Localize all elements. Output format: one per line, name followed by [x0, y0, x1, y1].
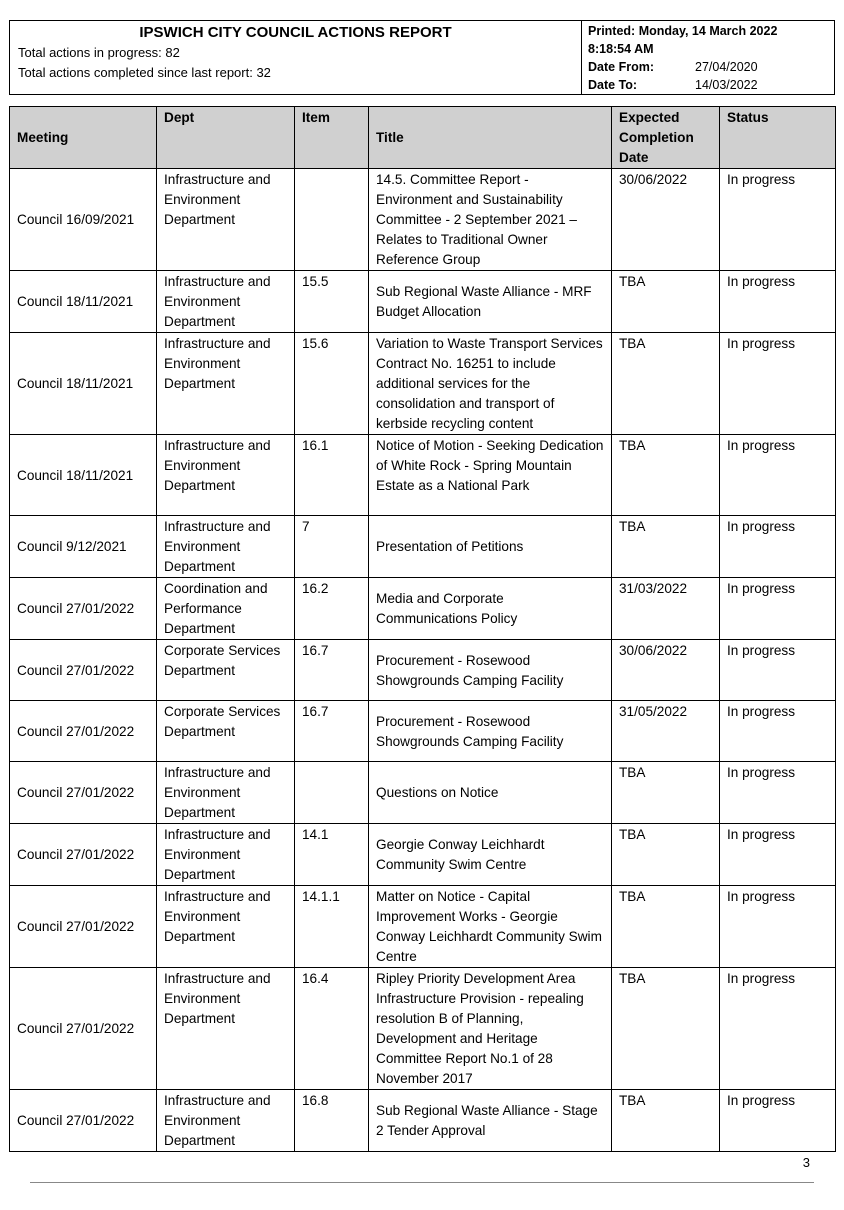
- cell-meeting: Council 27/01/2022: [10, 640, 157, 701]
- cell-meeting: Council 27/01/2022: [10, 886, 157, 968]
- cell-dept: Infrastructure and Environment Department: [157, 824, 295, 886]
- cell-dept: Infrastructure and Environment Department: [157, 169, 295, 271]
- table-row: [10, 333, 836, 435]
- cell-status: In progress: [720, 169, 836, 271]
- cell-title: Procurement - Rosewood Showgrounds Camping Facility: [369, 701, 612, 762]
- cell-meeting: Council 27/01/2022: [10, 762, 157, 824]
- cell-meeting: Council 18/11/2021: [10, 271, 157, 333]
- col-header-title: Title: [369, 107, 612, 169]
- cell-dept: Infrastructure and Environment Department: [157, 435, 295, 516]
- cell-meeting: Council 27/01/2022: [10, 824, 157, 886]
- cell-dept: Infrastructure and Environment Department: [157, 1090, 295, 1152]
- cell-item: 15.6: [295, 333, 369, 435]
- cell-date: 30/06/2022: [612, 169, 720, 271]
- table-header-row: [10, 107, 836, 169]
- printed-time: 8:18:54 AM: [588, 42, 654, 56]
- cell-status: In progress: [720, 886, 836, 968]
- col-header-meeting: Meeting: [10, 107, 157, 169]
- cell-date: 30/06/2022: [612, 640, 720, 701]
- cell-status: In progress: [720, 516, 836, 578]
- actions-completed: Total actions completed since last report: 32: [18, 65, 271, 80]
- cell-title: 14.5. Committee Report - Environment and Sustainability Committee - 2 September 2021 – Relates to Traditional Owner Reference Group: [369, 169, 612, 271]
- cell-meeting: Council 27/01/2022: [10, 1090, 157, 1152]
- cell-title: Georgie Conway Leichhardt Community Swim Centre: [369, 824, 612, 886]
- cell-item: 14.1: [295, 824, 369, 886]
- cell-status: In progress: [720, 1090, 836, 1152]
- cell-dept: Infrastructure and Environment Department: [157, 968, 295, 1090]
- table-row: [10, 578, 836, 640]
- page-number: 3: [802, 1155, 810, 1170]
- cell-status: In progress: [720, 578, 836, 640]
- cell-date: TBA: [612, 1090, 720, 1152]
- cell-item: 16.8: [295, 1090, 369, 1152]
- cell-status: In progress: [720, 271, 836, 333]
- cell-title: Sub Regional Waste Alliance - MRF Budget Allocation: [369, 271, 612, 333]
- cell-dept: Corporate Services Department: [157, 701, 295, 762]
- cell-item: 7: [295, 516, 369, 578]
- cell-title: Ripley Priority Development Area Infrastructure Provision - repealing resolution B of Planning, Development and Heritage Committee Report No.1 of 28 November 2017: [369, 968, 612, 1090]
- cell-date: TBA: [612, 516, 720, 578]
- cell-item: [295, 762, 369, 824]
- table-row: [10, 640, 836, 701]
- cell-dept: Corporate Services Department: [157, 640, 295, 701]
- report-print-info: [588, 21, 834, 94]
- cell-meeting: Council 18/11/2021: [10, 333, 157, 435]
- cell-status: In progress: [720, 968, 836, 1090]
- actions-table: [9, 106, 836, 1152]
- date-from-label: Date From:: [588, 60, 654, 74]
- cell-title: Sub Regional Waste Alliance - Stage 2 Tender Approval: [369, 1090, 612, 1152]
- cell-dept: Infrastructure and Environment Department: [157, 271, 295, 333]
- report-header: [9, 20, 835, 95]
- cell-title: Media and Corporate Communications Policy: [369, 578, 612, 640]
- cell-item: 16.2: [295, 578, 369, 640]
- footer-divider: [30, 1182, 814, 1183]
- cell-item: [295, 169, 369, 271]
- table-row: [10, 886, 836, 968]
- printed-date: Printed: Monday, 14 March 2022: [588, 24, 778, 38]
- table-row: [10, 762, 836, 824]
- cell-title: Variation to Waste Transport Services Contract No. 16251 to include additional services for the consolidation and transport of kerbside recycling content: [369, 333, 612, 435]
- cell-status: In progress: [720, 435, 836, 516]
- cell-date: TBA: [612, 271, 720, 333]
- col-header-expected-completion-date: Expected Completion Date: [612, 107, 720, 169]
- table-row: [10, 271, 836, 333]
- cell-date: TBA: [612, 762, 720, 824]
- cell-item: 15.5: [295, 271, 369, 333]
- table-row: [10, 169, 836, 271]
- cell-status: In progress: [720, 762, 836, 824]
- cell-item: 14.1.1: [295, 886, 369, 968]
- cell-meeting: Council 9/12/2021: [10, 516, 157, 578]
- cell-status: In progress: [720, 824, 836, 886]
- report-title: IPSWICH CITY COUNCIL ACTIONS REPORT: [139, 24, 452, 41]
- col-header-dept: Dept: [157, 107, 295, 169]
- cell-dept: Infrastructure and Environment Department: [157, 886, 295, 968]
- cell-dept: Infrastructure and Environment Department: [157, 762, 295, 824]
- col-header-item: Item: [295, 107, 369, 169]
- cell-dept: Infrastructure and Environment Department: [157, 516, 295, 578]
- date-to-value: 14/03/2022: [695, 78, 758, 92]
- cell-meeting: Council 27/01/2022: [10, 701, 157, 762]
- cell-title: Matter on Notice - Capital Improvement Works - Georgie Conway Leichhardt Community Swim Centre: [369, 886, 612, 968]
- cell-dept: Infrastructure and Environment Department: [157, 333, 295, 435]
- cell-title: Procurement - Rosewood Showgrounds Camping Facility: [369, 640, 612, 701]
- date-from-value: 27/04/2020: [695, 60, 758, 74]
- cell-title: Notice of Motion - Seeking Dedication of White Rock - Spring Mountain Estate as a National Park: [369, 435, 612, 516]
- cell-item: 16.7: [295, 701, 369, 762]
- table-row: [10, 701, 836, 762]
- table-row: [10, 435, 836, 516]
- cell-item: 16.7: [295, 640, 369, 701]
- cell-dept: Coordination and Performance Department: [157, 578, 295, 640]
- cell-status: In progress: [720, 640, 836, 701]
- table-row: [10, 1090, 836, 1152]
- cell-status: In progress: [720, 701, 836, 762]
- table-row: [10, 968, 836, 1090]
- date-from-row: [588, 60, 828, 74]
- table-row: [10, 516, 836, 578]
- table-row: [10, 824, 836, 886]
- cell-title: Presentation of Petitions: [369, 516, 612, 578]
- cell-date: 31/03/2022: [612, 578, 720, 640]
- cell-meeting: Council 18/11/2021: [10, 435, 157, 516]
- col-header-status: Status: [720, 107, 836, 169]
- cell-status: In progress: [720, 333, 836, 435]
- cell-item: 16.4: [295, 968, 369, 1090]
- actions-in-progress: Total actions in progress: 82: [18, 45, 180, 60]
- cell-date: TBA: [612, 333, 720, 435]
- cell-title: Questions on Notice: [369, 762, 612, 824]
- cell-date: TBA: [612, 968, 720, 1090]
- cell-meeting: Council 27/01/2022: [10, 968, 157, 1090]
- cell-meeting: Council 16/09/2021: [10, 169, 157, 271]
- cell-date: TBA: [612, 435, 720, 516]
- cell-item: 16.1: [295, 435, 369, 516]
- date-to-label: Date To:: [588, 78, 638, 92]
- cell-date: TBA: [612, 824, 720, 886]
- cell-meeting: Council 27/01/2022: [10, 578, 157, 640]
- report-summary: [10, 21, 582, 94]
- date-to-row: [588, 78, 828, 92]
- cell-date: 31/05/2022: [612, 701, 720, 762]
- cell-date: TBA: [612, 886, 720, 968]
